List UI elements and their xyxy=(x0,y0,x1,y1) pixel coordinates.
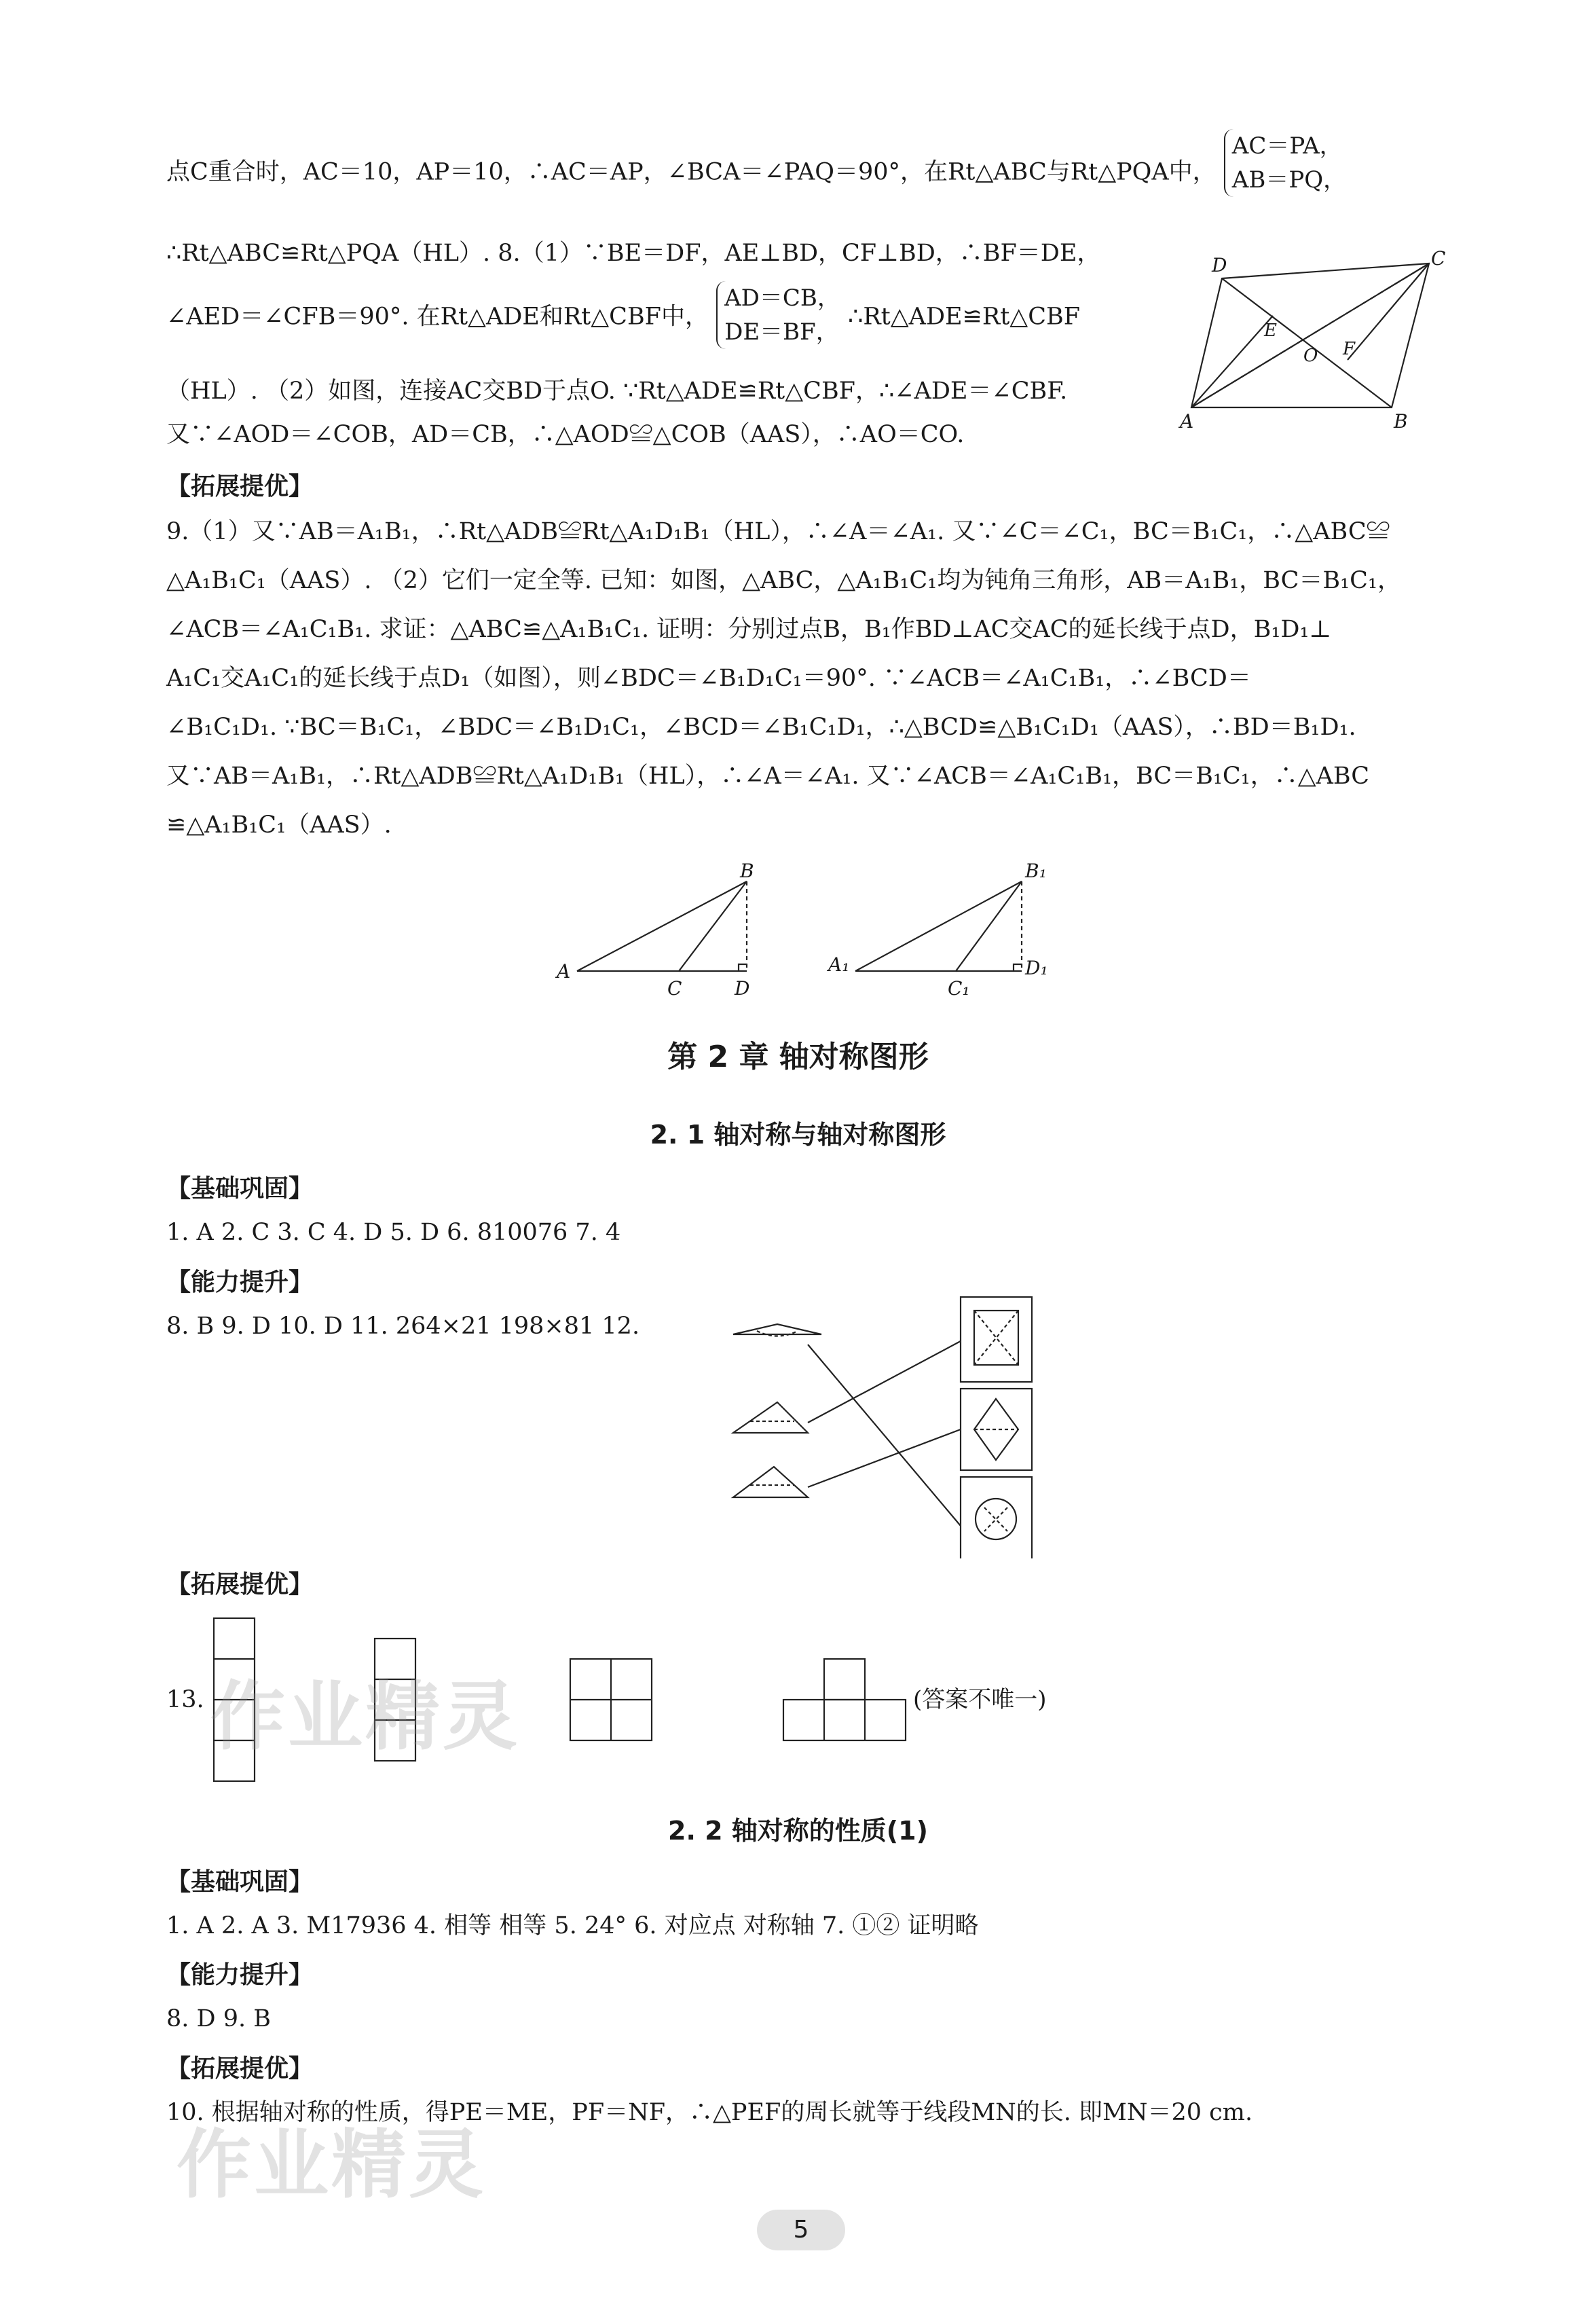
watermark: 作业精灵 xyxy=(210,1673,520,1760)
q10-answer: 10. 根据轴对称的性质，得PE＝ME，PF＝NF，∴△PEF的周长就等于线段MN的长. 即MN＝20 cm. xyxy=(166,2099,1253,2126)
watermark: 作业精灵 xyxy=(177,2121,486,2208)
basic-answers: 1. A 2. A 3. M17936 4. 相等 相等 5. 24° 6. 对应点 对称轴 7. ①② 证明略 xyxy=(166,1912,979,1939)
basic-heading: 【基础巩固】 xyxy=(166,1175,314,1203)
q13-note: (答案不唯一) xyxy=(913,1686,1047,1713)
label-F: F xyxy=(1343,339,1356,359)
q8-line4: 又∵∠AOD＝∠COB，AD＝CB，∴△AOD≌△COB（AAS），∴AO＝CO. xyxy=(166,421,965,448)
label-D1: D₁ xyxy=(1025,957,1048,979)
extend-heading: 【拓展提优】 xyxy=(166,2055,314,2083)
basic-heading: 【基础巩固】 xyxy=(166,1868,314,1896)
q8-line2a: ∠AED＝∠CFB＝90°. 在Rt△ADE和Rt△CBF中， xyxy=(166,303,709,331)
q9-line3: ∠ACB＝∠A₁C₁B₁. 求证：△ABC≌△A₁B₁C₁. 证明：分别过点B，B₁作BD⊥AC交AC的延长线于点D，B₁D₁⊥ xyxy=(166,616,1332,643)
label-C1: C₁ xyxy=(948,977,970,1000)
label-B: B xyxy=(1394,410,1408,433)
section-2-2-title: 2. 2 轴对称的性质(1) xyxy=(668,1816,928,1846)
brace-system xyxy=(716,281,840,349)
label-D: D xyxy=(735,977,750,1000)
label-C: C xyxy=(1431,247,1446,270)
folding-matching-figure xyxy=(720,1294,1059,1558)
ability-answers: 8. B 9. D 10. D 11. 264×21 198×81 12. xyxy=(166,1313,640,1340)
basic-answers: 1. A 2. C 3. C 4. D 5. D 6. 810076 7. 4 xyxy=(166,1219,621,1246)
brace-system xyxy=(1224,129,1346,197)
q8-line1: ∴Rt△ABC≌Rt△PQA（HL）. 8.（1）∵BE＝DF，AE⊥BD，CF⊥BD，∴BF＝DE， xyxy=(166,240,1101,267)
text-line xyxy=(166,132,1347,197)
ability-answers: 8. D 9. B xyxy=(166,2005,271,2032)
q9-line2: △A₁B₁C₁（AAS）. （2）它们一定全等. 已知：如图，△ABC，△A₁B₁C₁均为钝角三角形，AB＝A₁B₁，BC＝B₁C₁， xyxy=(166,567,1401,594)
q9-line1: 9.（1）又∵AB＝A₁B₁，∴Rt△ADB≌Rt△A₁D₁B₁（HL），∴∠A＝∠A₁. 又∵∠C＝∠C₁，BC＝B₁C₁，∴△ABC≌ xyxy=(166,518,1390,545)
label-C: C xyxy=(667,977,682,1000)
brace-row: AB＝PQ， xyxy=(1231,166,1347,194)
brace-row: DE＝BF， xyxy=(724,318,839,346)
extend-heading: 【拓展提优】 xyxy=(166,1571,314,1598)
q9-line6: 又∵AB＝A₁B₁，∴Rt△ADB≌Rt△A₁D₁B₁（HL），∴∠A＝∠A₁. 又∵∠ACB＝∠A₁C₁B₁，BC＝B₁C₁，∴△ABC xyxy=(166,763,1370,790)
label-A: A xyxy=(1180,410,1194,433)
q9-line5: ∠B₁C₁D₁. ∵BC＝B₁C₁，∠BDC＝∠B₁D₁C₁，∠BCD＝∠B₁C₁D₁，∴△BCD≌△B₁C₁D₁（AAS），∴BD＝B₁D₁. xyxy=(166,714,1356,741)
label-E: E xyxy=(1264,321,1277,341)
label-B: B xyxy=(740,860,754,882)
section-extend-heading: 【拓展提优】 xyxy=(166,473,314,500)
label-B1: B₁ xyxy=(1025,860,1047,882)
q8-line3: （HL）. （2）如图，连接AC交BD于点O. ∵Rt△ADE≌Rt△CBF，∴∠ADE＝∠CBF. xyxy=(166,378,1068,405)
q8-line2b: ∴Rt△ADE≌Rt△CBF xyxy=(848,303,1080,331)
q9-line4: A₁C₁交A₁C₁的延长线于点D₁（如图），则∠BDC＝∠B₁D₁C₁＝90°. ∵∠ACB＝∠A₁C₁B₁，∴∠BCD＝ xyxy=(166,665,1251,692)
page-number: 5 xyxy=(757,2210,845,2250)
section-2-1-title: 2. 1 轴对称与轴对称图形 xyxy=(650,1120,946,1150)
q9-line7: ≌△A₁B₁C₁（AAS）. xyxy=(166,811,392,839)
label-A: A xyxy=(557,960,571,983)
chapter-title: 第 2 章 轴对称图形 xyxy=(667,1040,929,1074)
ability-heading: 【能力提升】 xyxy=(166,1961,314,1989)
label-D: D xyxy=(1212,254,1227,276)
label-O: O xyxy=(1303,346,1318,366)
label-A1: A₁ xyxy=(828,953,850,976)
text-line xyxy=(166,287,1080,349)
q13-number: 13. xyxy=(166,1686,204,1713)
parallelogram-figure xyxy=(1168,244,1453,441)
ability-heading: 【能力提升】 xyxy=(166,1268,314,1296)
obtuse-triangles-figure xyxy=(543,859,1100,1002)
brace-row: AD＝CB， xyxy=(724,285,840,312)
brace-row: AC＝PA， xyxy=(1231,132,1343,160)
q7-line1: 点C重合时，AC＝10，AP＝10，∴AC＝AP，∠BCA＝∠PAQ＝90°，在Rt△ABC与Rt△PQA中， xyxy=(166,158,1217,186)
